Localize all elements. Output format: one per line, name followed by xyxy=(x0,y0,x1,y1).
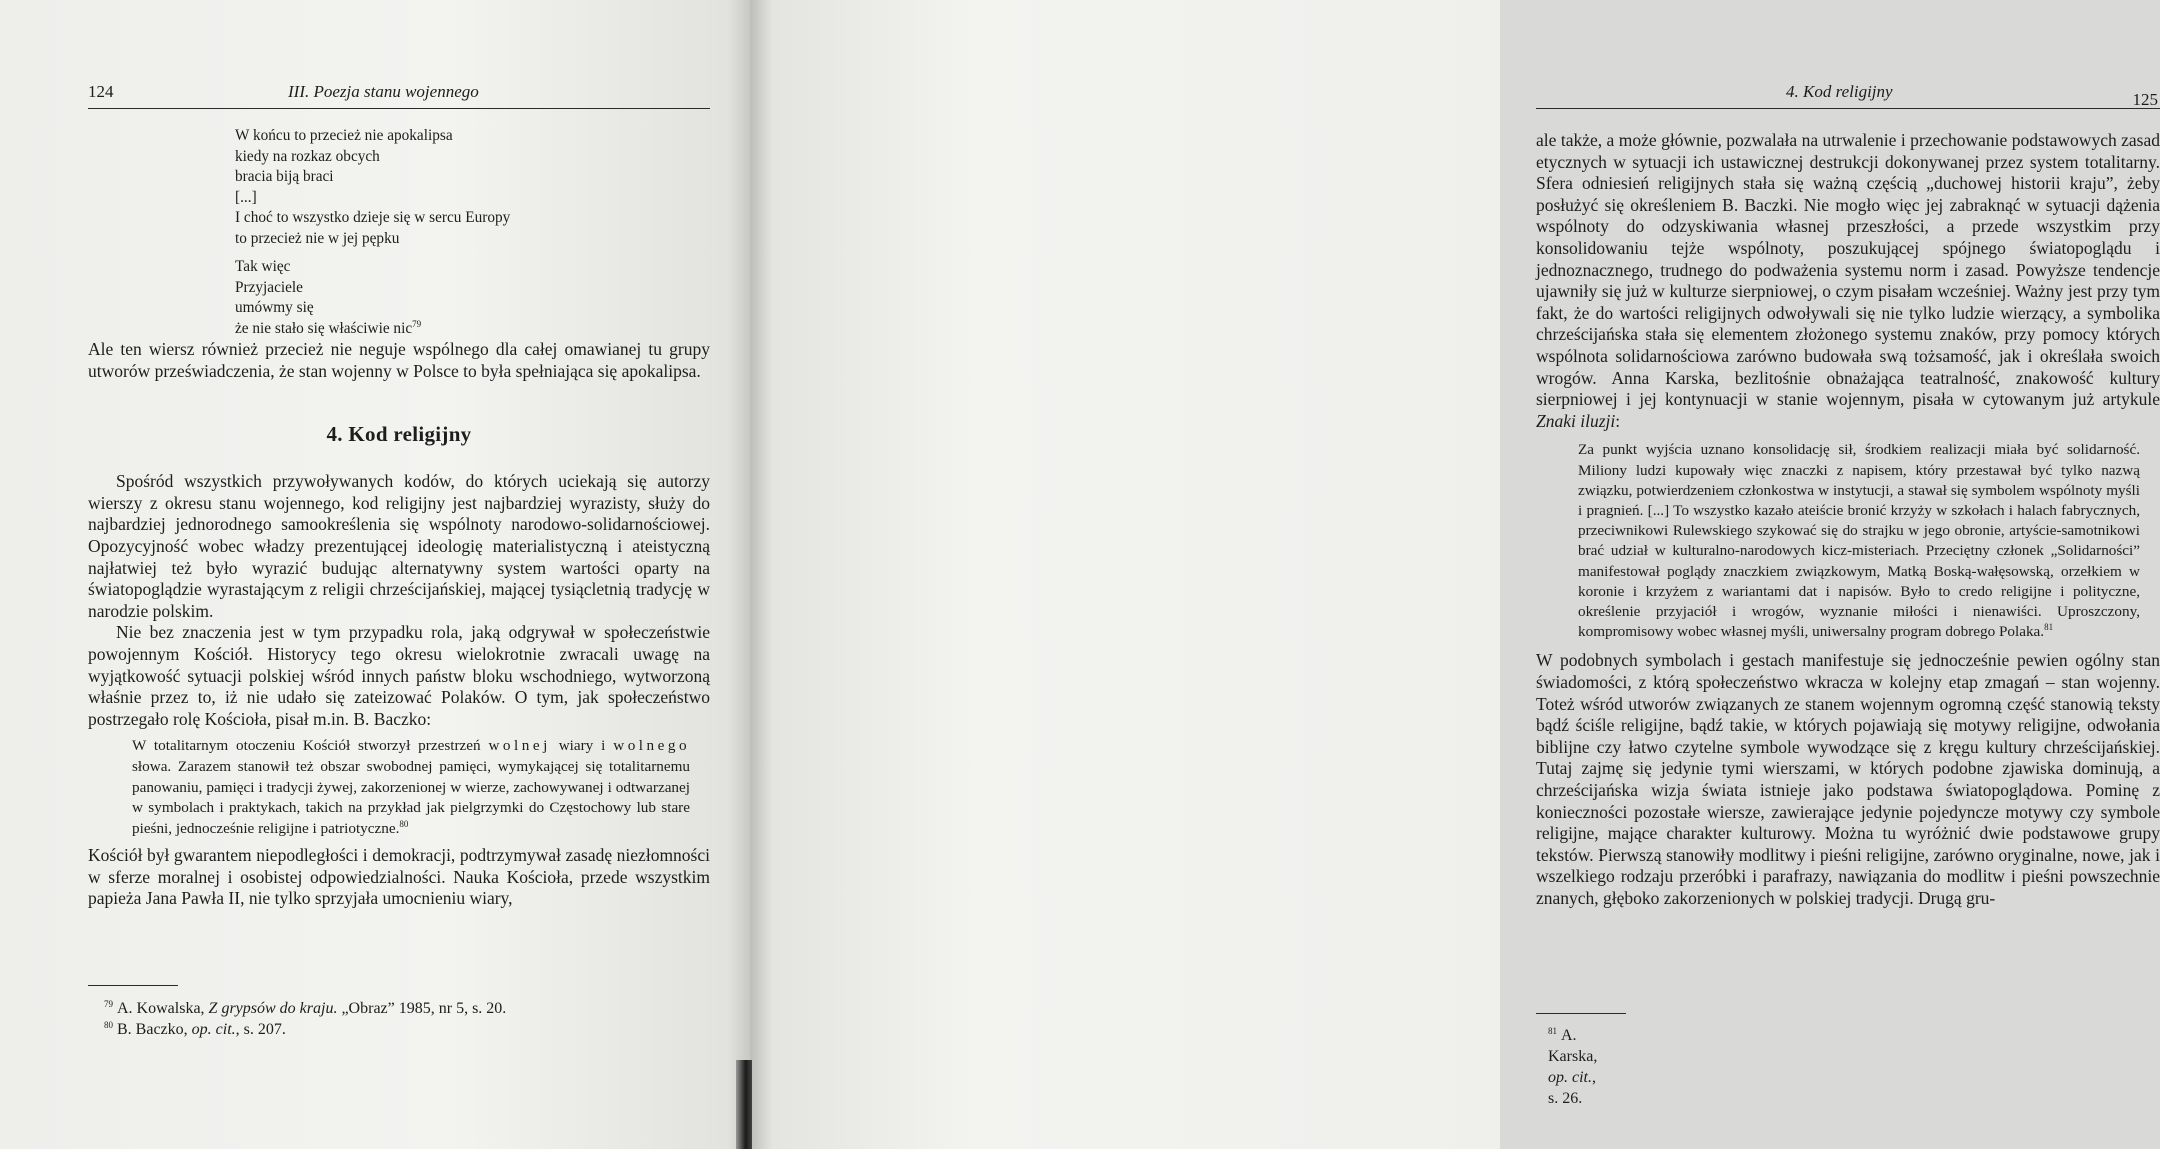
right-page xyxy=(750,0,2160,1149)
poem-line: umówmy się xyxy=(235,299,314,316)
running-header-right xyxy=(1536,82,2160,109)
poem-line: kiedy na rozkaz obcych xyxy=(235,147,380,165)
poem-line: [...] xyxy=(235,188,257,206)
footnote-ref: 81 xyxy=(2044,622,2054,633)
block-quote: Za punkt wyjścia uznano konsolidację sił, środkiem realizacji miała być solidarność. Miliony ludzi kupowały więc znaczki z napisem, który przestawał być tylko nazwą związku, potwierdzeniem członkostwa w instytucji, a stawał się symbolem wspólnoty myśli i pragnień. [...] To wszystko kazało ateiście bronić krzyży w szkołach i halach fabrycznych, przeciwnikowi Rulewskiego szykować się do strajku w jego obronie, artyście-samotnikowi brać udział w kulturalno-narodowych kicz-misteriach. Przeciętny członek „Solidarności” manifestował poglądy znaczkiem związkowym, Matką Boską-wałęsowską, orzełkiem w koronie i krzyżem z wariantami dat i napisów. Było to credo religijne i polityczne, określenie przyjaciół i wrogów, wyznanie miłości i nienawiści. Uproszczony, kompromisowy wobec własnej myśli, uniwersalny program dobrego Polaka.$^{81}$ xyxy=(1578,441,2140,641)
footnote-ref: 80 xyxy=(399,818,409,829)
footnotes xyxy=(1548,1025,1597,1109)
poem-line: to przecież nie w jej pępku xyxy=(235,229,400,247)
spaced-word: wolnej xyxy=(488,737,551,755)
left-page xyxy=(0,0,750,1149)
left-page-body xyxy=(88,126,710,910)
paragraph: Kościół był gwarantem niepodległości i demokracji, podtrzymywał zasadę niezłomności w sferze moralnej i osobistej odpowiedzialności. Nauka Kościoła, przede wszystkim papieża Jana Pawła II, nie tylko sprzyjała umocnieniu wiary, xyxy=(88,845,710,909)
paragraph: Ale ten wiersz również przecież nie neguje wspólnego dla całej omawianej tu grupy utworów przeświadczenia, że stan wojenny w Polsce to była spełniająca się apokalipsa. xyxy=(88,339,710,381)
running-title: III. Poezja stanu wojennego xyxy=(288,82,479,101)
paragraph: ale także, a może głównie, pozwalała na utrwalenie i przechowanie podstawowych zasad etycznych w sytuacji ich ustawicznej destrukcji dokonywanej przez system totalitarny. Sfera odniesień religijnych stała się ważną częścią „duchowej historii kraju”, żeby posłużyć się określeniem B. Baczki. Nie mogło więc jej zabraknąć w sytuacji dążenia wspólnoty do odzyskiwania własnej przeszłości, a przede wszystkim przy konsolidowaniu tejże wspólnoty, poszukującej spójnego światopoglądu i jednoznacznego, trudnego do podważenia systemu norm i zasad. Powyższe tendencje ujawniły się już w kulturze sierpniowej, o czym pisałam wcześniej. Ważny jest przy tym fakt, że do wartości religijnych odwoływali się nie tylko ludzie wierzący, a symbolika chrześcijańska stała się elementem złożonego systemu znaków, przy pomocy których wspólnota solidarnościowa zarówno budowała swą tożsamość, jak i określała swoich wrogów. Anna Karska, bezlitośnie obnażająca teatralność, znakowość kultury sierpniowej i jej kontynuacji w stanie wojennym, pisała w cytowanym już artykule Znaki iluzji: xyxy=(1536,130,2160,431)
footnotes xyxy=(104,998,506,1040)
poem-line: W końcu to przecież nie apokalipsa xyxy=(235,127,453,144)
spaced-word: wolnego xyxy=(613,737,691,755)
page-number: 125 xyxy=(2132,90,2158,109)
footnote: $^{81}$ A. Karska, op. cit., s. 26. xyxy=(1548,1025,1598,1107)
block-quote: W totalitarnym otoczeniu Kościół stworzył przestrzeń wolnej wiary i wolnego słowa. Zarazem stanowił też obszar swobodnej pamięci, wymykającej się totalitarnemu panowaniu, pamięci i tradycji żywej, zakorzenionej w wierze, zachowywanej i odtwarzanej w symbolach i praktykach, takich na przykład jak pielgrzymki do Częstochowy lub stare pieśni, jednocześnie religijne i patriotyczne.$^{80}$ xyxy=(132,737,691,837)
paragraph: W podobnych symbolach i gestach manifestuje się jednocześnie pewien ogólny stan świadomości, z którą społeczeństwo wkracza w kolejny etap zmagań – stan wojenny. Toteż wśród utworów związanych ze stanem wojennym ogromną część stanowią teksty bądź ściśle religijne, bądź takie, w których pojawiają się motywy religijne, odwołania biblijne czy łatwo czytelne symbole wywodzące się z kręgu kultury chrześcijańskiej. Tutaj zajmę się jedynie tymi wierszami, w których podobne zjawiska dominują, a chrześcijańska wizja świata istnieje jako podstawa światopoglądowa. Pominę z konieczności pozostałe wiersze, zawierające jedynie pojedyncze motywy czy symbole religijne, mające charakter kulturowy. Można tu wyróżnić dwie podstawowe grupy tekstów. Pierwszą stanowiły modlitwy i pieśni religijne, zarówno oryginalne, nowe, jak i wszelkiego rodzaju przeróbki i parafrazy, nawiązania do modlitw i pieśni powszechnie znanych, głęboko zakorzenionych w polskiej tradycji. Drugą gru- xyxy=(1536,650,2160,908)
section-heading: 4. Kod religijny xyxy=(326,422,472,447)
poem-line: Przyjaciele xyxy=(235,278,303,296)
poem-excerpt xyxy=(235,126,710,339)
running-header-left xyxy=(88,82,710,109)
poem-stanza xyxy=(235,126,710,249)
footnote-rule xyxy=(1536,1013,1626,1014)
paragraph: Spośród wszystkich przywoływanych kodów, do których uciekają się autorzy wierszy z okresu stanu wojennego, kod religijny jest najbardziej wyrazisty, służy do najbardziej jednorodnego samookreślenia się wspólnoty narodowo-solidarnościowej. Opozycyjność wobec władzy prezentującej ideologię materialistyczną i ateistyczną najłatwiej też było wyrazić budując alternatywny system wartości oparty na światopoglądzie wyrastającym z religii chrześcijańskiej, mającej tysiącletnią tradycję w narodzie polskim. xyxy=(88,471,710,621)
poem-line: bracia biją braci xyxy=(235,168,334,185)
poem-line: że nie stało się właściwie nic$^{79}$ xyxy=(235,318,422,337)
poem-line: I choć to wszystko dzieje się w sercu Europy xyxy=(235,209,511,226)
paragraph: Nie bez znaczenia jest w tym przypadku rola, jaką odgrywał w społeczeństwie powojennym Kościół. Historycy tego okresu wielokrotnie zwracali uwagę na wyjątkowość sytuacji polskiej wśród innych państw bloku wschodniego, wytworzoną właśnie przez to, iż nie udało się zateizować Polaków. O tym, jak społeczeństwo postrzegało rolę Kościoła, pisał m.in. B. Baczko: xyxy=(88,622,710,729)
right-page-body xyxy=(1536,130,2160,909)
running-title: 4. Kod religijny xyxy=(1786,82,1893,101)
page-number: 124 xyxy=(88,82,114,101)
poem-line: Tak więc xyxy=(235,258,291,275)
book-gutter-shadow xyxy=(736,1060,752,1149)
footnote: $^{80}$ B. Baczko, op. cit., s. 207. xyxy=(104,1019,286,1038)
footnote: $^{79}$ A. Kowalska, Z grypsów do kraju. „Obraz” 1985, nr 5, s. 20. xyxy=(104,998,507,1017)
footnote-ref: 79 xyxy=(412,318,422,329)
poem-stanza xyxy=(235,257,710,339)
footnote-rule xyxy=(88,985,178,986)
